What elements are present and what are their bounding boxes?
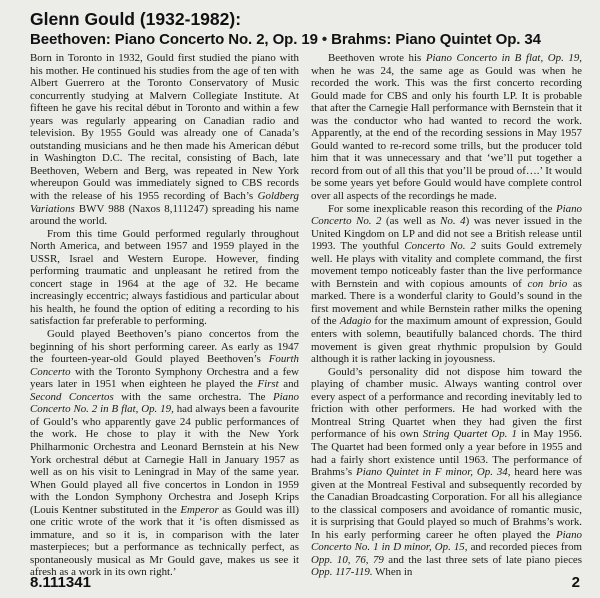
text-run: suits Gould extremely well. He plays with vitality and complete command, the first movement tempo noticeably faster than the live performance with Bernstein and with copious amounts of [311, 240, 582, 290]
italic-text: Opp. 117-119. [311, 566, 373, 579]
italic-text: First [257, 378, 279, 391]
text-run: heard here was given at the Montreal Festival and subsequently recorded by the Canadian Broadcasting Corporation. For all his allegiance to the classical composers and avoidance of romantic music, it is surprising that Gould played so much of Brahms’s work. In his early performing career he often played the [311, 466, 582, 541]
catalogue-number: 8.111341 [30, 574, 91, 591]
italic-text: Adagio [339, 315, 372, 328]
text-run: in May 1956. The Quartet had been formed only a year before in 1955 and had a fairly short existence until 1963. The performance of Brahms’s [311, 428, 582, 479]
paragraph [30, 52, 299, 228]
italic-text: Piano Concerto No. 1 in D minor, Op. 15, [311, 528, 582, 554]
text-run: From this time Gould performed regularly throughout North America, and between 1957 and 1959 played in the USSR, Israel and Western Europe. However, finding performing traumatic and unpleasant he retired from the concert stage in 1964 at the age of 32. He became increasingly eccentric; always fastidious and particular about his health, he found the option of editing a recording to his satisfaction far preferable to performing. [30, 227, 299, 328]
subtitle-separator: • [321, 31, 328, 48]
left-column [30, 52, 299, 579]
text-run: and [278, 378, 300, 391]
paragraph [30, 328, 299, 579]
paragraph [311, 203, 582, 366]
text-run: as Gould was ill) one critic wrote of the work that it ‘is often dismissed as immature, and so it is, in comparison with the later masterpieces; but a performance as technically perfect, as spontaneously musical as Mr Gould gave, makes us see it afresh as a work in its own right.’ [30, 503, 299, 579]
text-run: and the last three sets of late piano pieces [383, 553, 582, 566]
text-run: and recorded pieces from [467, 541, 582, 554]
italic-text: Goldberg Variations [30, 190, 299, 215]
italic-text: Fourth Concerto [30, 353, 299, 378]
text-run: Beethoven wrote his [328, 52, 426, 64]
text-run: with the same orchestra. The [113, 390, 273, 403]
page-header [30, 8, 580, 49]
italic-text: Concerto No. 2 [404, 240, 476, 253]
italic-text: con brio [527, 277, 568, 290]
text-run: with the Toronto Symphony Orchestra and a few years later in 1951 when eighteen he played the [30, 365, 299, 391]
paragraph [311, 52, 582, 203]
page-title: Glenn Gould (1932-1982): [30, 9, 242, 29]
italic-text: Second Concertos [30, 390, 114, 403]
subtitle-beethoven: Beethoven: Piano Concerto No. 2, Op. 19 [30, 31, 318, 48]
text-run: had always been a favourite of Gould’s who apparently gave 24 public performances of the work. He chose to play it with the New York Philharmonic Orchestra and Leonard Bernstein at his New York orchestral début at Carnegie Hall in January 1957 as well as on his visit to Leningrad in May of the same year. When Gould played all five concertos in London in 1959 with the London Symphony Orchestra and Joseph Krips (Louis Kentner substituted in the [30, 403, 300, 516]
text-run: For some inexplicable reason this recording of the [328, 202, 556, 215]
italic-text: Piano Quintet in F minor, Op. 34, [356, 466, 511, 479]
page-number: 2 [571, 574, 580, 591]
text-run: BWV 988 (Naxos 8,111247) spreading his name around the world. [30, 202, 299, 228]
italic-text: No. 4 [440, 215, 466, 228]
text-run: when he was 24, the same age as Gould was when he recorded the work. This was the first concerto recording Gould made for CBS and only his fourth LP. It is probable that after the Carnegie Hall performance with Bernstein that it was the conductor who had wanted to record the work. Apparently, at the end of the recording sessions in May 1957 Gould wanted to re-record some trills, but the producer told him that it was unnecessary and that ‘we’ll put together a record from out of all this that you’ll be proud of….’ It would be some years yet before Gould would have complete control over all aspects of the recordings he made. [311, 64, 582, 203]
right-column [311, 52, 582, 579]
paragraph [311, 366, 582, 579]
text-run: ) was never issued in the United Kingdom on LP and did not see a British release until 1993. The youthful [311, 215, 582, 253]
subtitle-brahms: Brahms: Piano Quintet Op. 34 [331, 31, 541, 48]
italic-text: Emperor [180, 503, 219, 516]
text-run: for the maximum amount of expression, Gould enters with solemn, beautifully balanced chords. The third movement is given great rhythmic propulsion by Gould although it is rather lacking in joyousness. [311, 315, 582, 366]
text-run: Gould’s personality did not dispose him toward the playing of chamber music. Always wanting control over every aspect of a performance and recording inevitably led to friction with other performers. He had worked with the Montreal String Quartet when they had given the first performance of his own [311, 365, 582, 441]
text-run: Born in Toronto in 1932, Gould first studied the piano with his mother. He continued his studies from the age of ten with Albert Guerrero at the Toronto Conservatory of Music concurrently studying at Malvern Collegiate Institute. At fifteen he gave his recital début in Toronto and within a few years was regularly appearing on Canadian radio and television. By 1955 Gould was already one of Canada’s outstanding musicians and he then made his American début in Washington D.C. The recital, consisting of Bach, late Beethoven, Webern and Berg, was repeated in New York whereupon Gould was immediately signed to CBS records with the release of his 1955 recording of Bach’s [30, 52, 299, 203]
italic-text: Piano Concerto No. 2 [311, 202, 582, 228]
italic-text: Piano Concerto in B flat, Op. 19, [425, 52, 583, 64]
italic-text: String Quartet Op. 1 [422, 428, 517, 441]
paragraph [30, 228, 299, 328]
text-run: (as well as [381, 215, 441, 228]
text-run: Gould played Beethoven’s piano concertos from the beginning of his short performing career. As early as 1947 the fourteen-year-old Gould played Beethoven’s [30, 328, 299, 366]
italic-text: Piano Concerto No. 2 in B flat, Op. 19, [30, 390, 299, 416]
text-run: as marked. There is a wonderful clarity to Gould’s sound in the first movement and while Bernstein rather milks the opening of the [311, 277, 582, 328]
italic-text: Opp. 10, 76, 79 [311, 553, 384, 566]
page-subtitle [30, 30, 580, 49]
text-run: When in [372, 566, 413, 579]
